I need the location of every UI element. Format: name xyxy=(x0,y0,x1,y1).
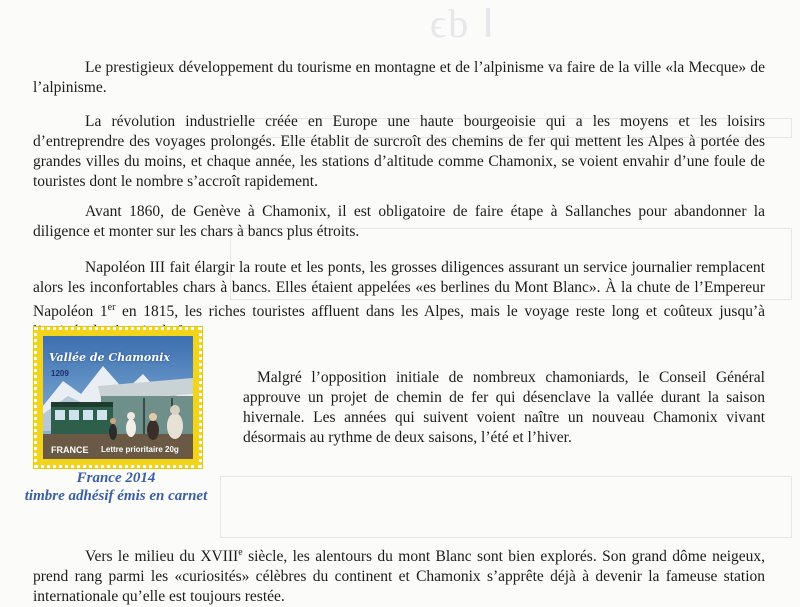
century-superscript: e xyxy=(238,546,243,558)
bleed-through-mark: ϵb ⵏ xyxy=(430,1,496,46)
postage-stamp xyxy=(34,327,202,468)
stamp-caption-line-1: France 2014 xyxy=(76,470,156,486)
paragraph-4-text-end: en 1815, les riches touristes affluent dans les Alpes, mais le voyage reste long et coûteux jusqu’à xyxy=(122,302,765,320)
paragraph-6 xyxy=(33,543,765,607)
paragraph-5: Malgré l’opposition initiale de nombreux chamoniards, le Conseil Général approuve un projet de chemin de fer qui désenclave la vallée durant la saison hivernale. Les années qui suivent voient naître un nouveau Chamonix vivant désormais au rythme de deux saisons, l’été et l’hiver. xyxy=(243,368,765,446)
paragraph-1: Le prestigieux développement du tourisme en montagne et de l’alpinisme va faire de la ville «la Mecque» de l’alpinisme. xyxy=(33,58,765,96)
paragraph-6-text: Vers le milieu du XVIII xyxy=(85,547,239,565)
stamp-title: Vallée de Chamonix xyxy=(49,351,170,364)
ordinal-superscript: er xyxy=(107,301,116,313)
bleed-through-mark xyxy=(220,476,792,538)
stamp-value: 1209 xyxy=(51,369,69,378)
paragraph-3: Avant 1860, de Genève à Chamonix, il est obligatoire de faire étape à Sallanches pour abandonner la diligence et monter sur les chars à bancs plus étroits. xyxy=(33,202,765,240)
paragraph-6-text-end: siècle, les alentours du mont Blanc sont bien explorés. Son grand dôme neigeux, prend rang parmi les «curiosités» célèbres du continent et Chamonix s’apprête déjà à devenir la fameuse station internationale qu’elle est toujours restée. xyxy=(33,547,766,605)
stamp-country: FRANCE xyxy=(51,445,89,455)
stamp-caption-line-2: timbre adhésif émis en carnet xyxy=(24,488,208,504)
paragraph-4-text: Napoléon III fait élargir la route et les ponts, les grosses diligences assurant un service journalier remplacent alors les inconfortables chars à bancs. Elles étaient appelées «es berlines du Mont Blanc». À la chute de l’Empereur Napoléon 1 xyxy=(33,258,765,320)
stamp-rate: Lettre prioritaire 20g xyxy=(101,445,179,454)
stamp-illustration xyxy=(43,336,193,459)
paragraph-2: La révolution industrielle créée en Europe une haute bourgeoisie qui a les moyens et les loisirs d’entreprendre des voyages prolongés. Elle établit de surcroît des chemins de fer qui mettent les Alpes à portée des grandes villes du moins, et chaque année, les stations d’altitude comme Chamonix, se voient envahir d’une foule de touristes dont le nombre s’accroît rapidement. xyxy=(33,112,765,190)
